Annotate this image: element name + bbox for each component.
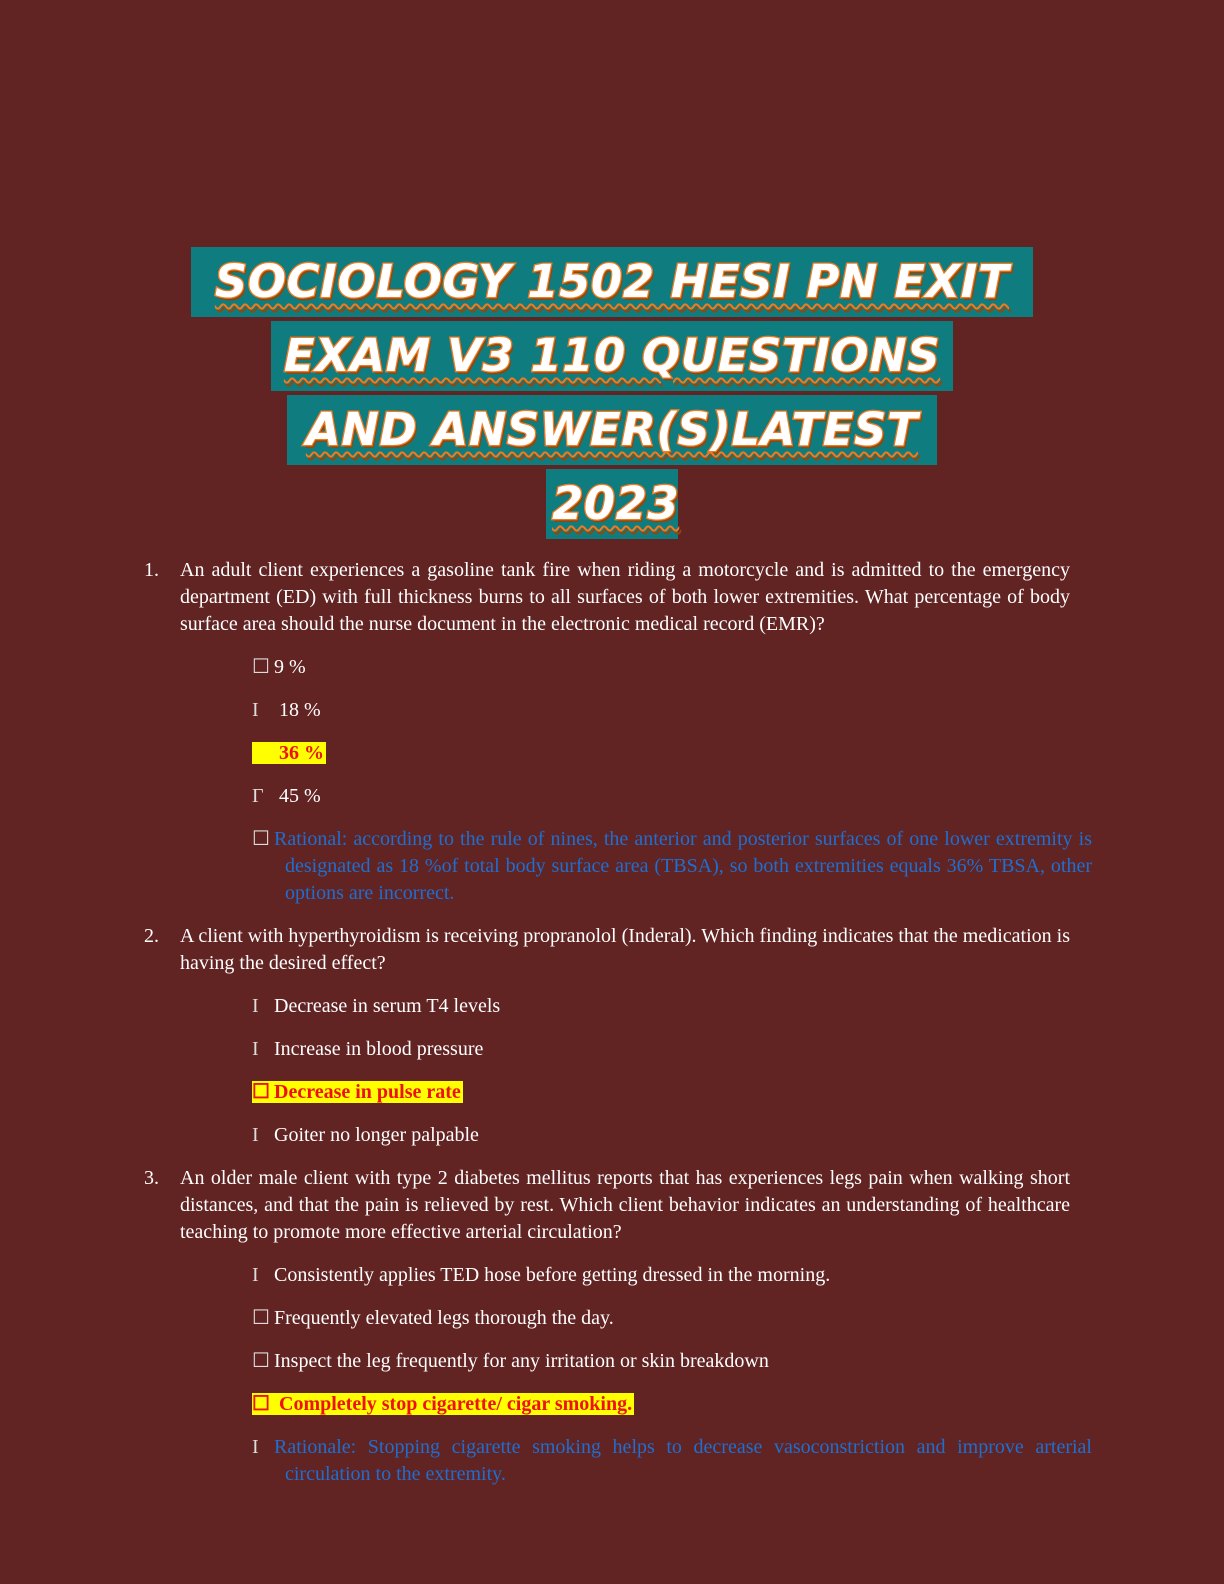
question-3 (144, 1165, 1070, 1246)
checkbox-icon: I (252, 995, 259, 1017)
answer-highlight (252, 742, 326, 764)
checkbox-icon: I (252, 1436, 259, 1458)
rationale (252, 1434, 1092, 1488)
option-text: Decrease in serum T4 levels (274, 995, 501, 1017)
correct-option-item[interactable] (252, 740, 1092, 767)
question-3-options (0, 1262, 1224, 1488)
question-2-options (0, 993, 1224, 1149)
option-text: Frequently elevated legs thorough the day. (274, 1307, 614, 1329)
question-number: 3. (144, 1167, 159, 1189)
checkbox-icon: ☐ (252, 1393, 270, 1415)
rationale-text: Rationale: Stopping cigarette smoking helps to decrease vasoconstriction and improve arterial circulation to the extremity. (274, 1436, 1092, 1485)
option-item[interactable] (252, 993, 1092, 1020)
question-1 (144, 557, 1070, 638)
answer-highlight (252, 1393, 634, 1415)
option-item[interactable] (252, 1305, 1092, 1332)
option-text: 36 % (274, 742, 324, 764)
option-item[interactable] (252, 1348, 1092, 1375)
correct-option-item[interactable] (252, 1391, 1092, 1418)
checkbox-icon: I (252, 1124, 259, 1146)
option-text: Goiter no longer palpable (274, 1124, 479, 1146)
checkbox-icon: ☐ (252, 828, 270, 850)
option-item[interactable] (252, 1036, 1092, 1063)
checkbox-icon: ☐ (252, 1081, 270, 1103)
checkbox-icon: Γ (252, 785, 264, 807)
option-text: Decrease in pulse rate (274, 1081, 461, 1103)
checkbox-icon: ☐ (252, 1350, 270, 1372)
title-line: SOCIOLOGY 1502 HESI PN EXIT (0, 247, 1224, 317)
title-line: EXAM V3 110 QUESTIONS (0, 321, 1224, 391)
checkbox-icon: ☐ (252, 656, 270, 678)
option-item[interactable] (252, 654, 1092, 681)
option-text: Completely stop cigarette/ cigar smoking. (274, 1393, 633, 1415)
correct-option-item[interactable] (252, 1079, 1092, 1106)
question-2 (144, 923, 1070, 977)
document-title (0, 247, 1224, 539)
question-text: An older male client with type 2 diabetes mellitus reports that has experiences legs pain when walking short distances, and that the pain is relieved by rest. Which client behavior indicates an understanding of healthcare teaching to promote more effective arterial circulation? (180, 1167, 1070, 1243)
question-number: 1. (144, 559, 159, 581)
option-item[interactable] (252, 1262, 1092, 1289)
checkbox-icon: I (252, 1264, 259, 1286)
checkbox-icon: I (252, 1038, 259, 1060)
rationale-text: Rational: according to the rule of nines, the anterior and posterior surfaces of one lower extremity is designated as 18 %of total body surface area (TBSA), so both extremities equals 36% TBSA, other options are incorrect. (274, 828, 1092, 904)
checkbox-icon: I (252, 699, 259, 721)
question-text: A client with hyperthyroidism is receiving propranolol (Inderal). Which finding indicates that the medication is having the desired effect? (180, 925, 1070, 974)
rationale (252, 826, 1092, 907)
checkbox-icon: ☐ (252, 1307, 270, 1329)
option-text: Inspect the leg frequently for any irritation or skin breakdown (274, 1350, 769, 1372)
option-text: Consistently applies TED hose before getting dressed in the morning. (274, 1264, 831, 1286)
title-line: 2023 (0, 469, 1224, 539)
option-item[interactable] (252, 1122, 1092, 1149)
question-number: 2. (144, 925, 159, 947)
questions-list (0, 557, 1224, 1504)
option-text: Increase in blood pressure (274, 1038, 484, 1060)
option-text: 45 % (274, 785, 321, 807)
title-line: AND ANSWER(S)LATEST (0, 395, 1224, 465)
option-text: 18 % (274, 699, 321, 721)
question-text: An adult client experiences a gasoline tank fire when riding a motorcycle and is admitted to the emergency department (ED) with full thickness burns to all surfaces of both lower extremities. What percentage of body surface area should the nurse document in the electronic medical record (EMR)? (180, 559, 1070, 635)
question-1-options (0, 654, 1224, 907)
option-item[interactable] (252, 697, 1092, 724)
option-text: 9 % (274, 656, 306, 678)
answer-highlight (252, 1081, 463, 1103)
option-item[interactable] (252, 783, 1092, 810)
